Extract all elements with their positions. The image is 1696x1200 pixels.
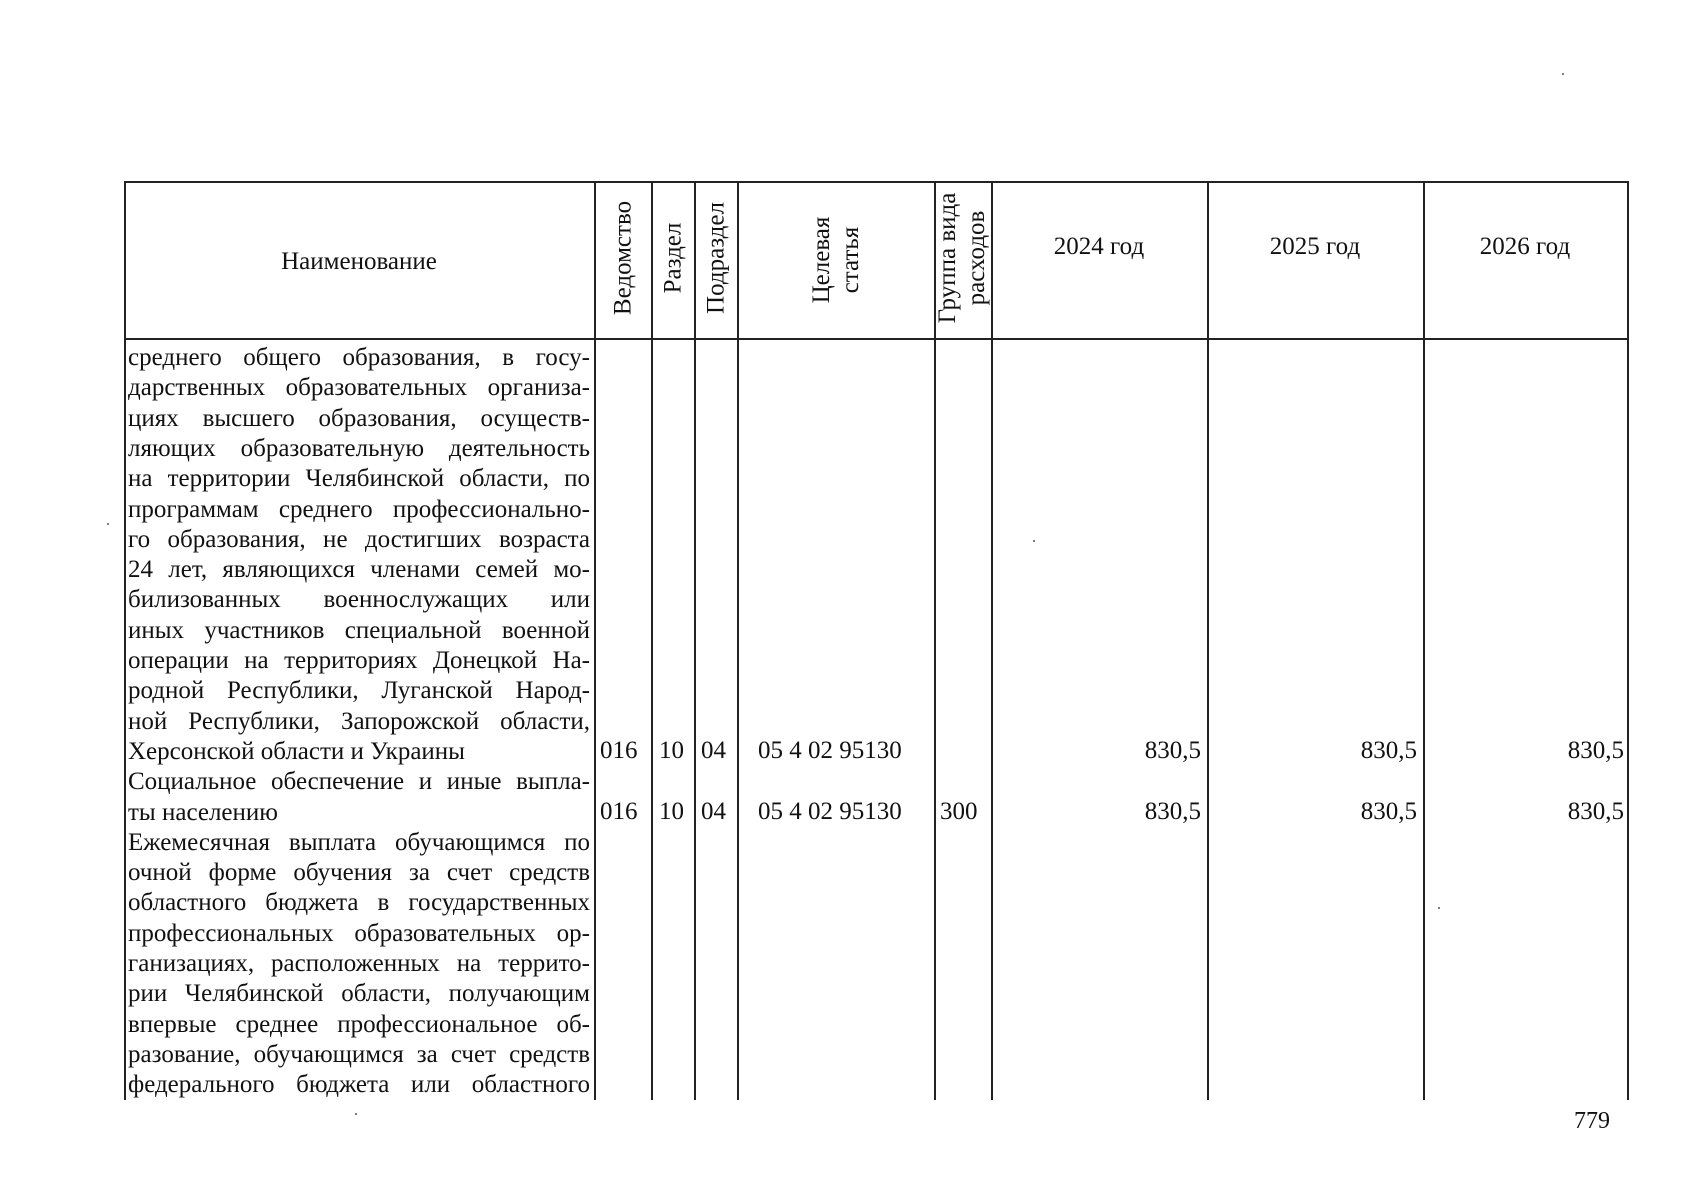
col-border-right xyxy=(1627,181,1629,1100)
scan-speck xyxy=(1438,907,1440,909)
row2-name-line: Социальное обеспечение и иные выпла- xyxy=(128,768,590,796)
row3-name-line: рии Челябинской области, получающим xyxy=(128,980,590,1008)
header-2025: 2025 год xyxy=(1269,233,1361,260)
header-2024: 2024 год xyxy=(1053,233,1145,260)
row1-name-line: родной Республики, Луганской Народ- xyxy=(128,677,590,705)
row1-name-line: циях высшего образования, осуществ- xyxy=(128,404,590,432)
header-gruppa-line1: Группа вида xyxy=(934,192,961,324)
row2-gruppa: 300 xyxy=(940,798,978,825)
col-border-2 xyxy=(651,181,653,1100)
scan-speck xyxy=(107,523,109,525)
row1-name-line: программам среднего профессионально- xyxy=(128,495,590,523)
row1-celevaya-statya: 05 4 02 95130 xyxy=(758,737,902,764)
row1-podrazdel: 04 xyxy=(701,737,726,764)
row2-razdel: 10 xyxy=(659,798,684,825)
row1-name-line: 24 лет, являющихся членами семей мо- xyxy=(128,556,590,584)
col-border-4 xyxy=(737,181,739,1100)
header-podrazdel: Подраздел xyxy=(702,202,730,314)
row2-vedomstvo: 016 xyxy=(600,798,638,825)
row3-name-line: очной форме обучения за счет средств xyxy=(128,859,590,887)
row1-name-line: иных участников специальной военной xyxy=(128,616,590,644)
row3-name-line: областного бюджета в государственных xyxy=(128,889,590,917)
row2-name-line: ты населению xyxy=(128,798,278,826)
row1-razdel: 10 xyxy=(659,737,684,764)
col-border-8 xyxy=(1423,181,1425,1100)
row3-name-line: ганизациях, расположенных на террито- xyxy=(128,950,590,977)
scan-speck xyxy=(355,1113,357,1115)
page-number: 779 xyxy=(1574,1108,1610,1134)
header-celevaya-line2: статья xyxy=(837,226,864,294)
col-border-7 xyxy=(1207,181,1209,1100)
row1-name-line: го образования, не достигших возраста xyxy=(128,525,590,553)
row1-name-line: билизованных военнослужащих или xyxy=(128,586,590,614)
row1-name-line: ляющих образовательную деятельность xyxy=(128,434,590,462)
row3-name-line: разование, обучающимся за счет средств xyxy=(128,1040,590,1068)
header-bottom-border xyxy=(124,338,1629,340)
row1-name-line: Херсонской области и Украины xyxy=(128,737,465,765)
col-border-6 xyxy=(991,181,993,1100)
row1-vedomstvo: 016 xyxy=(600,737,638,764)
header-2026: 2026 год xyxy=(1479,233,1571,260)
row1-name-line: дарственных образовательных организа- xyxy=(128,374,590,402)
header-razdel: Раздел xyxy=(659,222,687,294)
row3-name-line: впервые среднее профессиональное об- xyxy=(128,1010,590,1038)
row1-name-line: операции на территориях Донецкой На- xyxy=(128,647,590,674)
row2-2026: 830,5 xyxy=(1567,798,1624,825)
header-celevaya-line1: Целевая xyxy=(808,216,835,304)
row1-name-line: среднего общего образования, в госу- xyxy=(128,344,590,371)
row3-name-line: федерального бюджета или областного xyxy=(128,1071,590,1099)
col-border-left xyxy=(124,181,126,1100)
row1-name-line: ной Республики, Запорожской области, xyxy=(128,707,590,735)
row3-name-line: Ежемесячная выплата обучающимся по xyxy=(128,828,590,856)
header-celevaya-statya xyxy=(807,217,865,304)
scan-speck xyxy=(1562,73,1564,75)
header-gruppa-line2: расходов xyxy=(963,210,990,306)
row1-2024: 830,5 xyxy=(1144,737,1201,764)
row1-2026: 830,5 xyxy=(1567,737,1624,764)
row2-celevaya-statya: 05 4 02 95130 xyxy=(758,798,902,825)
row3-name-line: профессиональных образовательных ор- xyxy=(128,919,590,947)
header-name: Наименование xyxy=(281,248,437,275)
table-top-border xyxy=(124,181,1629,183)
row1-name-line: на территории Челябинской области, по xyxy=(128,465,590,493)
header-gruppa-vida-rashodov xyxy=(933,193,991,324)
header-vedomstvo: Ведомство xyxy=(609,200,637,316)
col-border-1 xyxy=(594,181,596,1100)
scan-speck xyxy=(1033,540,1035,542)
row2-podrazdel: 04 xyxy=(701,798,726,825)
row2-2024: 830,5 xyxy=(1144,798,1201,825)
row1-2025: 830,5 xyxy=(1360,737,1417,764)
row2-2025: 830,5 xyxy=(1360,798,1417,825)
col-border-3 xyxy=(694,181,696,1100)
